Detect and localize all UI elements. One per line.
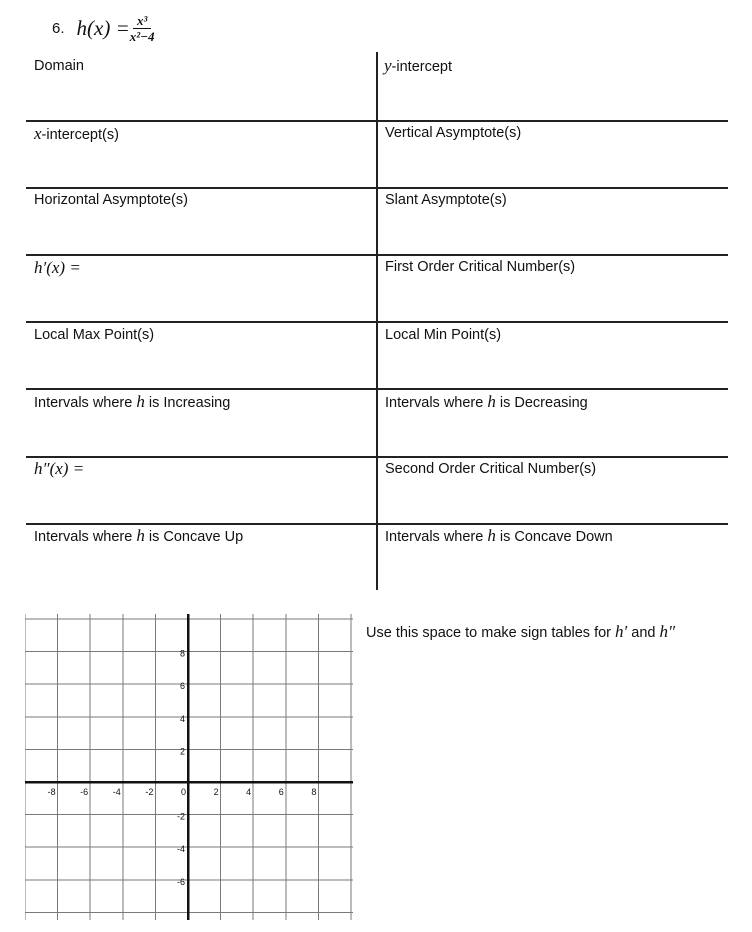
y-var: y	[384, 56, 392, 75]
function-fraction	[130, 13, 155, 44]
concave-down-post: is Concave Down	[495, 529, 613, 545]
y-tick-label: 4	[179, 713, 185, 724]
first-critical-label: First Order Critical Number(s)	[385, 259, 576, 275]
y-tick-label: 8	[179, 648, 185, 659]
domain-label: Domain	[34, 58, 84, 74]
concave-down-label	[385, 526, 613, 546]
note-h-double-prime: h″	[659, 622, 676, 641]
concave-up-pre: Intervals where	[34, 529, 137, 545]
concave-down-var: h	[487, 526, 496, 545]
problem-number: 6.	[52, 19, 65, 37]
table-row-divider	[26, 120, 728, 122]
concave-up-var: h	[136, 526, 145, 545]
first-derivative-expr: h′(x) =	[34, 258, 81, 277]
x-var: x	[34, 124, 42, 143]
note-h-prime: h′	[615, 622, 628, 641]
decreasing-var: h	[487, 392, 496, 411]
second-critical-label: Second Order Critical Number(s)	[385, 461, 597, 477]
second-derivative-label	[34, 459, 84, 479]
increasing-post: is Increasing	[144, 395, 231, 411]
x-tick-label: 4	[246, 787, 252, 797]
local-min-label: Local Min Point(s)	[385, 327, 502, 343]
function-lhs: h(x) =	[76, 15, 130, 40]
increasing-pre: Intervals where	[34, 395, 137, 411]
x-tick-label: 2	[213, 787, 219, 797]
y-intercept-text: -intercept	[391, 59, 452, 75]
vertical-asymptote-label: Vertical Asymptote(s)	[385, 125, 522, 141]
x-intercept-label	[34, 124, 119, 144]
increasing-var: h	[136, 392, 145, 411]
decreasing-pre: Intervals where	[385, 395, 488, 411]
first-derivative-label	[34, 258, 81, 278]
x-tick-label: -6	[80, 787, 89, 797]
table-row-divider	[26, 254, 728, 256]
y-tick-label: 2	[179, 746, 185, 757]
analysis-table	[26, 52, 728, 590]
note-and: and	[627, 625, 660, 641]
sign-table-note	[366, 622, 675, 642]
table-row-divider	[26, 388, 728, 390]
table-row-divider	[26, 523, 728, 525]
increasing-label	[34, 392, 230, 412]
table-row-divider	[26, 456, 728, 458]
slant-asymptote-label: Slant Asymptote(s)	[385, 192, 507, 208]
table-row-divider	[26, 321, 728, 323]
y-tick-label: -4	[176, 844, 185, 855]
x-tick-label: 8	[311, 787, 317, 797]
y-tick-label: -6	[176, 876, 185, 887]
concave-down-pre: Intervals where	[385, 529, 488, 545]
x-tick-label: 0	[180, 787, 186, 797]
x-tick-label: -2	[145, 787, 154, 797]
x-intercept-text: -intercept(s)	[41, 127, 119, 143]
problem-header	[52, 8, 155, 48]
x-tick-label: 6	[278, 787, 284, 797]
local-max-label: Local Max Point(s)	[34, 327, 155, 343]
concave-up-post: is Concave Up	[144, 529, 244, 545]
fraction-numerator: x³	[133, 13, 151, 29]
y-intercept-label	[384, 56, 452, 76]
concave-up-label	[34, 526, 243, 546]
second-derivative-expr: h″(x) =	[34, 459, 85, 478]
x-tick-label: -8	[47, 787, 56, 797]
decreasing-label	[385, 392, 588, 412]
decreasing-post: is Decreasing	[495, 395, 588, 411]
x-tick-label: -4	[112, 787, 121, 797]
y-tick-label: -2	[176, 811, 185, 822]
y-tick-label: 6	[179, 681, 185, 692]
table-row-divider	[26, 187, 728, 189]
coordinate-grid	[25, 614, 353, 920]
note-text: Use this space to make sign tables for	[366, 625, 616, 641]
horizontal-asymptote-label: Horizontal Asymptote(s)	[34, 192, 188, 208]
fraction-denominator: x²−4	[129, 28, 155, 44]
